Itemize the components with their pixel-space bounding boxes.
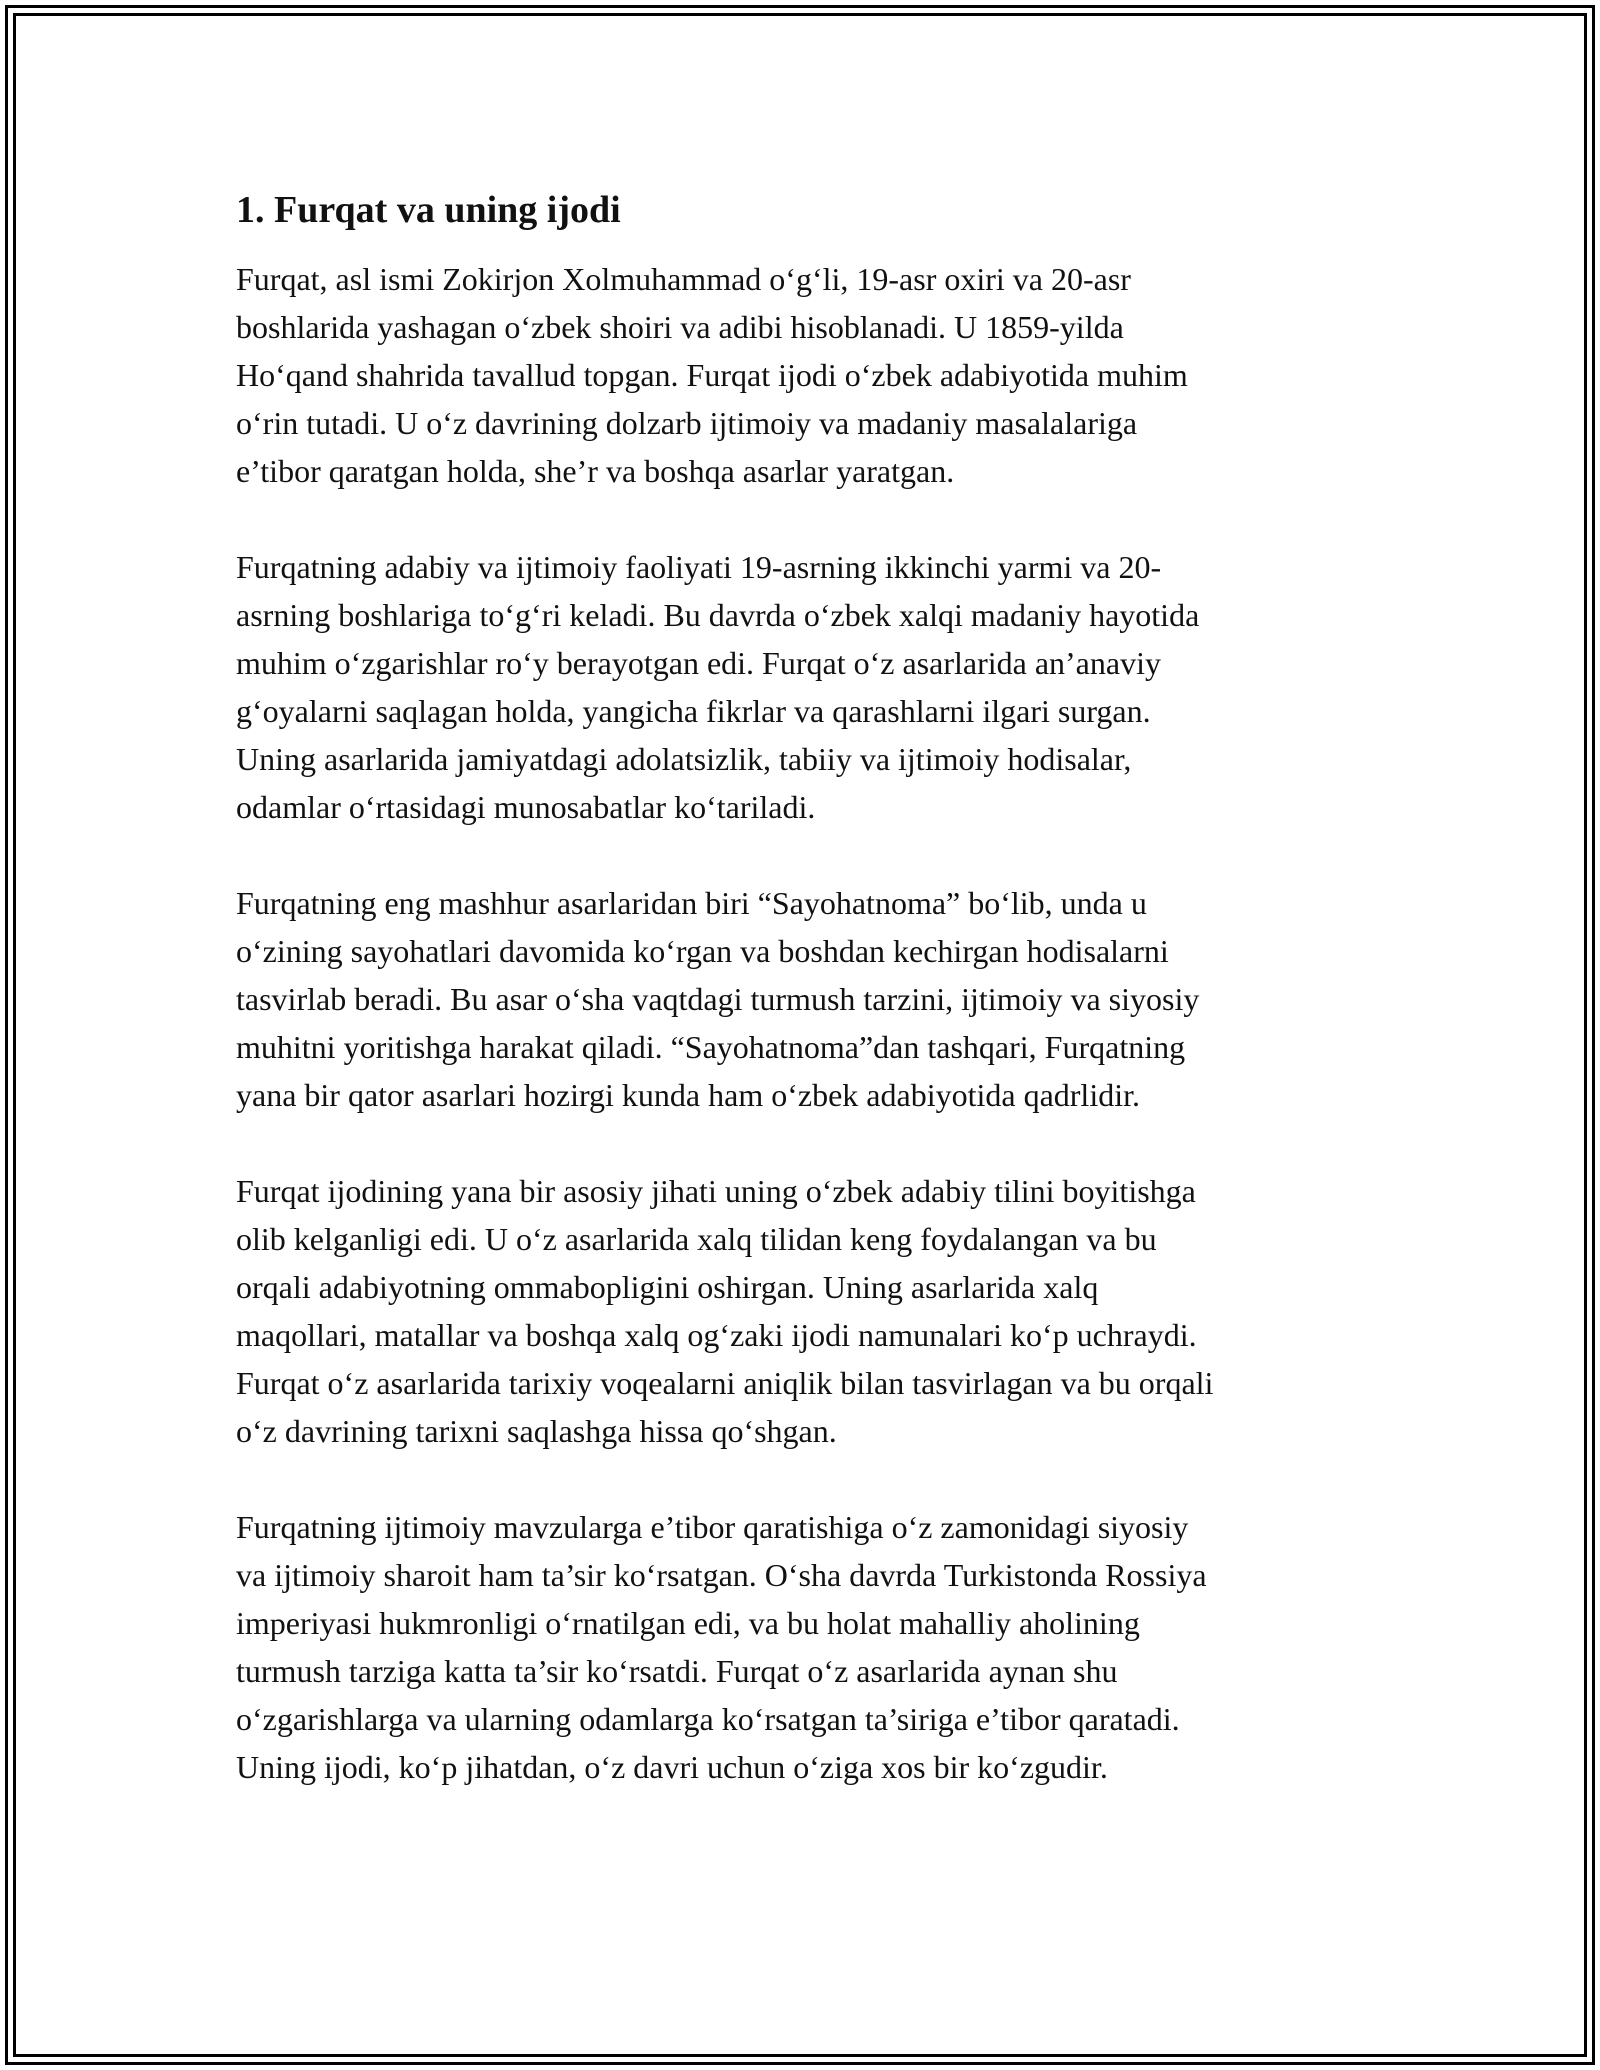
paragraph-line: muhim o‘zgarishlar ro‘y berayotgan edi. Furqat o‘z asarlarida an’anaviy bbox=[236, 645, 1161, 681]
paragraph-line: Uning ijodi, ko‘p jihatdan, o‘z davri uchun o‘ziga xos bir ko‘zgudir. bbox=[236, 1749, 1108, 1785]
paragraph bbox=[236, 543, 1366, 831]
paragraph-line: o‘zining sayohatlari davomida ko‘rgan va boshdan kechirgan hodisalarni bbox=[236, 933, 1169, 969]
paragraph bbox=[236, 1167, 1366, 1455]
paragraph-line: o‘z davrining tarixni saqlashga hissa qo‘shgan. bbox=[236, 1413, 837, 1449]
paragraph-line: odamlar o‘rtasidagi munosabatlar ko‘tariladi. bbox=[236, 789, 816, 825]
paragraph-line: Furqatning eng mashhur asarlaridan biri “Sayohatnoma” bo‘lib, unda u bbox=[236, 885, 1147, 921]
paragraph-line: o‘rin tutadi. U o‘z davrining dolzarb ijtimoiy va madaniy masalalariga bbox=[236, 405, 1138, 441]
paragraph-line: boshlarida yashagan o‘zbek shoiri va adibi hisoblanadi. U 1859-yilda bbox=[236, 309, 1124, 345]
paragraph-line: Uning asarlarida jamiyatdagi adolatsizlik, tabiiy va ijtimoiy hodisalar, bbox=[236, 741, 1132, 777]
paragraph-line: e’tibor qaratgan holda, she’r va boshqa asarlar yaratgan. bbox=[236, 453, 955, 489]
paragraph bbox=[236, 1503, 1366, 1791]
paragraph-line: Furqatning adabiy va ijtimoiy faoliyati 19-asrning ikkinchi yarmi va 20- bbox=[236, 549, 1162, 585]
paragraph-line: muhitni yoritishga harakat qiladi. “Sayohatnoma”dan tashqari, Furqatning bbox=[236, 1029, 1186, 1065]
paragraph-line: g‘oyalarni saqlagan holda, yangicha fikrlar va qarashlarni ilgari surgan. bbox=[236, 693, 1151, 729]
paragraph-line: imperiyasi hukmronligi o‘rnatilgan edi, va bu holat mahalliy aholining bbox=[236, 1605, 1140, 1641]
paragraph bbox=[236, 255, 1366, 495]
paragraph-line: turmush tarziga katta ta’sir ko‘rsatdi. Furqat o‘z asarlarida aynan shu bbox=[236, 1653, 1118, 1689]
paragraph-line: Ho‘qand shahrida tavallud topgan. Furqat ijodi o‘zbek adabiyotida muhim bbox=[236, 357, 1188, 393]
paragraph-line: Furqatning ijtimoiy mavzularga e’tibor qaratishiga o‘z zamonidagi siyosiy bbox=[236, 1509, 1189, 1545]
paragraph-line: olib kelganligi edi. U o‘z asarlarida xalq tilidan keng foydalangan va bu bbox=[236, 1221, 1157, 1257]
paragraphs-container bbox=[236, 255, 1366, 1791]
paragraph-line: orqali adabiyotning ommabopligini oshirgan. Uning asarlarida xalq bbox=[236, 1269, 1099, 1305]
paragraph-line: Furqat ijodining yana bir asosiy jihati uning o‘zbek adabiy tilini boyitishga bbox=[236, 1173, 1196, 1209]
paragraph-line: va ijtimoiy sharoit ham ta’sir ko‘rsatgan. O‘sha davrda Turkistonda Rossiya bbox=[236, 1557, 1207, 1593]
paragraph-line: Furqat, asl ismi Zokirjon Xolmuhammad o‘g‘li, 19-asr oxiri va 20-asr bbox=[236, 261, 1131, 297]
section-title: 1. Furqat va uning ijodi bbox=[236, 189, 621, 231]
paragraph bbox=[236, 879, 1366, 1119]
document-body bbox=[236, 185, 1366, 1839]
paragraph-line: Furqat o‘z asarlarida tarixiy voqealarni aniqlik bilan tasvirlagan va bu orqali bbox=[236, 1365, 1214, 1401]
paragraph-line: tasvirlab beradi. Bu asar o‘sha vaqtdagi turmush tarzini, ijtimoiy va siyosiy bbox=[236, 981, 1200, 1017]
paragraph-line: o‘zgarishlarga va ularning odamlarga ko‘rsatgan ta’siriga e’tibor qaratadi. bbox=[236, 1701, 1180, 1737]
paragraph-line: yana bir qator asarlari hozirgi kunda ham o‘zbek adabiyotida qadrlidir. bbox=[236, 1077, 1140, 1113]
paragraph-line: maqollari, matallar va boshqa xalq og‘zaki ijodi namunalari ko‘p uchraydi. bbox=[236, 1317, 1197, 1353]
paragraph-line: asrning boshlariga to‘g‘ri keladi. Bu davrda o‘zbek xalqi madaniy hayotida bbox=[236, 597, 1200, 633]
